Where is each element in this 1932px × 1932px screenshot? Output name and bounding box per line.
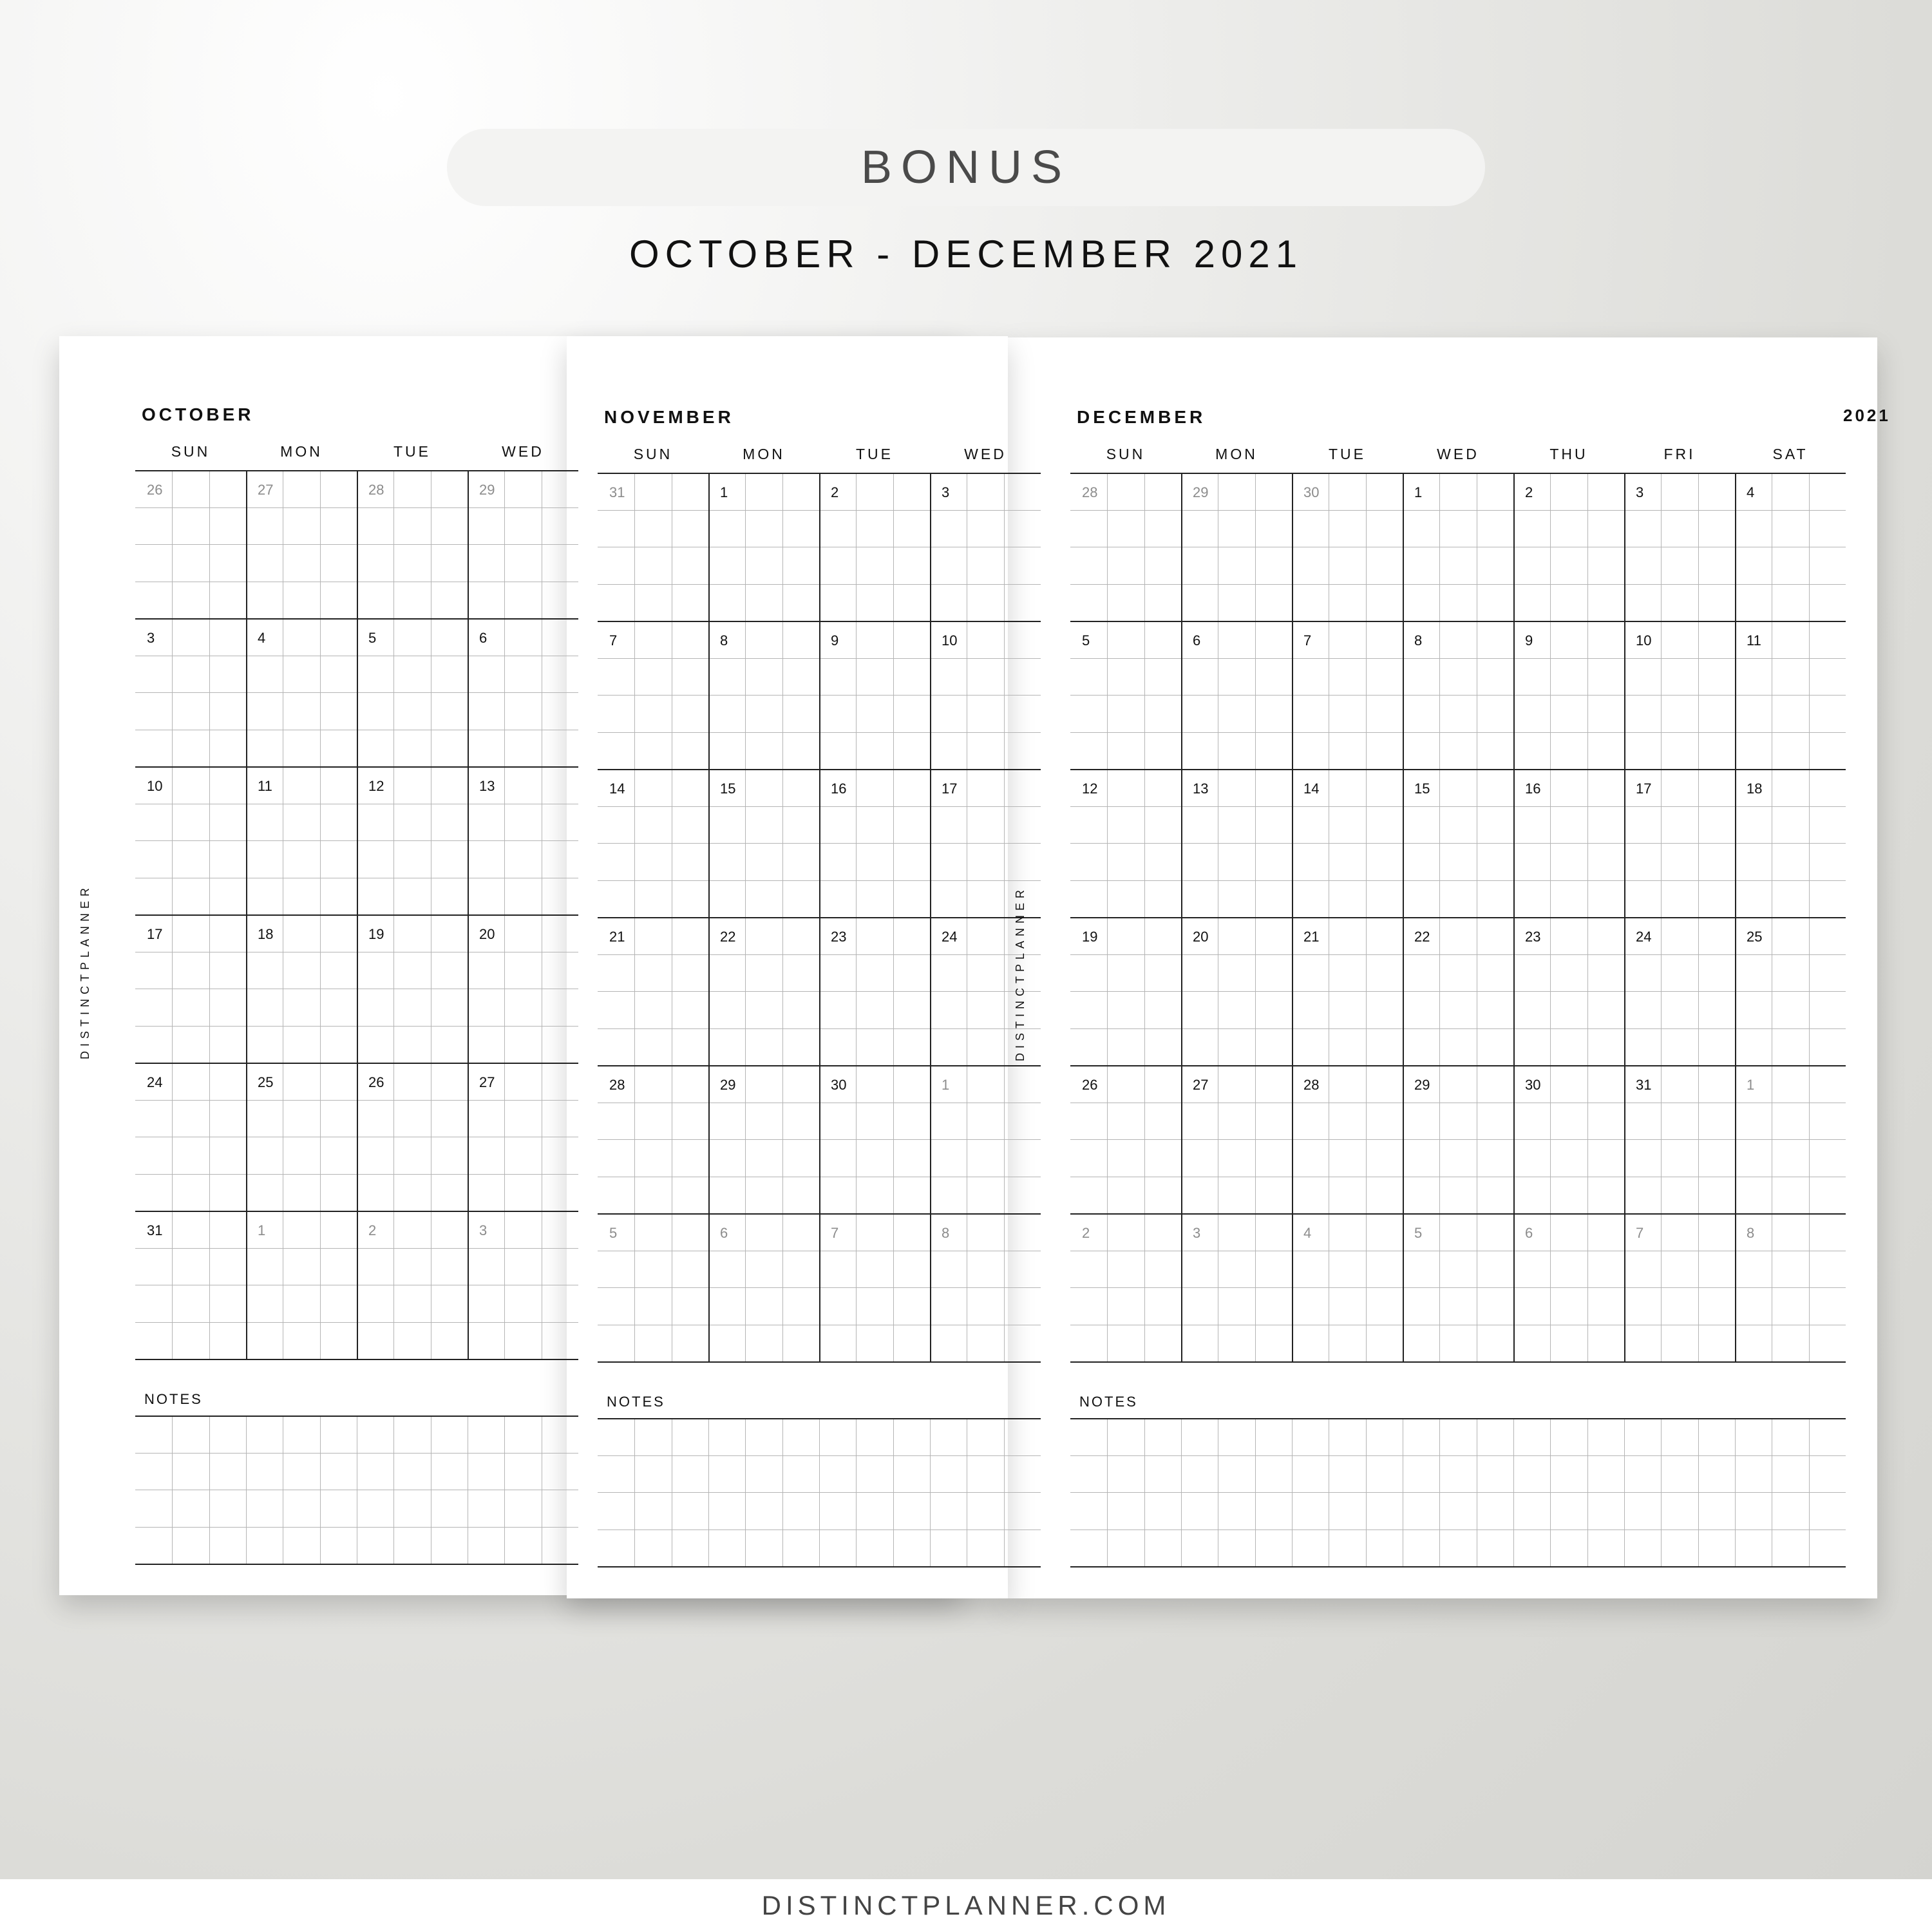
grid-line [598,769,1041,770]
notes-grid [1070,1418,1847,1567]
grid-line [1070,1139,1846,1140]
grid-line [1070,769,1846,770]
day-number: 28 [368,482,384,498]
day-number: 17 [942,781,958,797]
date-range-title: OCTOBER - DECEMBER 2021 [629,232,1303,276]
month-title: NOVEMBER [604,407,734,427]
day-number: 4 [1747,484,1755,500]
day-number: 10 [147,778,163,794]
grid-line [1070,1065,1846,1066]
weekday-header [598,446,1007,468]
grid-line [135,1416,578,1417]
bonus-label: BONUS [860,142,1072,193]
day-number: 22 [720,929,736,945]
day-number: 6 [1525,1225,1533,1241]
day-number: 6 [1193,632,1201,649]
day-number: 2 [1525,484,1533,500]
grid-line [1070,880,1846,881]
day-number: 6 [479,630,488,646]
grid-line [135,914,578,916]
day-number: 8 [720,632,728,649]
day-number: 31 [609,484,625,500]
day-number: 30 [831,1077,847,1093]
weekday-label: TUE [393,443,431,460]
day-number: 27 [479,1074,495,1090]
notes-grid [135,1416,567,1565]
grid-line [1070,695,1846,696]
grid-line [598,1065,1041,1066]
day-number: 3 [1636,484,1644,500]
grid-line [1070,1213,1846,1215]
notes-grid [598,1418,995,1567]
grid-line [1070,1028,1846,1029]
day-number: 11 [258,778,272,794]
day-number: 3 [942,484,950,500]
grid-line [1070,658,1846,659]
grid-line [1070,1455,1846,1456]
day-number: 26 [1082,1077,1098,1093]
grid-line [1070,843,1846,844]
grid-line [1070,954,1846,955]
day-number: 29 [479,482,495,498]
day-number: 24 [942,929,958,945]
grid-line [1070,510,1846,511]
day-number: 7 [831,1225,839,1241]
day-number: 2 [368,1222,377,1238]
day-number: 1 [720,484,728,500]
day-number: 20 [1193,929,1209,945]
day-number: 5 [1414,1225,1423,1241]
day-number: 1 [942,1077,950,1093]
day-number: 4 [258,630,266,646]
day-number: 10 [1636,632,1652,649]
day-number: 5 [609,1225,618,1241]
grid-line [598,473,1041,474]
day-number: 19 [368,926,384,942]
day-number: 26 [147,482,163,498]
day-number: 21 [1303,929,1320,945]
day-number: 1 [1747,1077,1755,1093]
day-number: 2 [1082,1225,1090,1241]
year-label: 2021 [1843,406,1891,425]
grid-line [598,917,1041,918]
day-number: 5 [368,630,377,646]
weekday-label: MON [743,446,785,462]
grid-line [598,1361,1041,1363]
day-number: 3 [479,1222,488,1238]
day-number: 31 [147,1222,163,1238]
month-title: OCTOBER [142,404,254,424]
day-number: 7 [1303,632,1312,649]
grid-line [135,1359,578,1360]
day-number: 12 [368,778,384,794]
notes-label: NOTES [1079,1394,1138,1410]
day-number: 24 [1636,929,1652,945]
weekday-label: SAT [1772,446,1808,462]
day-number: 23 [1525,929,1541,945]
weekday-label: WED [502,443,544,460]
day-number: 16 [831,781,847,797]
day-number: 30 [1525,1077,1541,1093]
day-number: 7 [609,632,618,649]
grid-line [1070,1492,1846,1493]
grid-line [1070,732,1846,733]
weekday-label: TUE [856,446,893,462]
grid-line [135,766,578,768]
bonus-badge [447,129,1485,206]
day-number: 27 [1193,1077,1209,1093]
footer [0,1879,1932,1932]
calendar-grid [135,470,567,1360]
day-number: 3 [147,630,155,646]
notes-label: NOTES [144,1391,203,1407]
day-number: 8 [942,1225,950,1241]
day-number: 25 [258,1074,274,1090]
grid-line [135,470,578,471]
day-number: 12 [1082,781,1098,797]
brand-vertical: DISTINCTPLANNER [79,883,91,1059]
weekday-label: SUN [1106,446,1146,462]
weekday-label: MON [280,443,323,460]
grid-line [135,618,578,620]
day-number: 18 [258,926,274,942]
day-number: 30 [1303,484,1320,500]
day-number: 3 [1193,1225,1201,1241]
day-number: 9 [1525,632,1533,649]
day-number: 8 [1414,632,1423,649]
calendar-grid [1070,473,1847,1363]
weekday-label: WED [1437,446,1479,462]
grid-line [1070,584,1846,585]
weekday-header [135,443,567,465]
month-title: DECEMBER [1077,407,1206,427]
calendar-grid [598,473,995,1363]
grid-line [135,1527,578,1528]
day-number: 28 [1082,484,1098,500]
grid-line [1070,806,1846,807]
weekday-label: SUN [633,446,673,462]
grid-line [598,1213,1041,1215]
day-number: 21 [609,929,625,945]
day-number: 19 [1082,929,1098,945]
day-number: 1 [1414,484,1423,500]
grid-line [135,1564,578,1565]
brand-vertical: DISTINCTPLANNER [1014,885,1027,1061]
grid-line [598,621,1041,622]
grid-line [1070,1287,1846,1288]
day-number: 29 [720,1077,736,1093]
grid-line [598,1492,1041,1493]
day-number: 13 [1193,781,1209,797]
day-number: 11 [1747,632,1761,649]
weekday-label: THU [1549,446,1588,462]
weekday-label: SUN [171,443,211,460]
weekday-label: MON [1215,446,1258,462]
day-number: 18 [1747,781,1763,797]
day-number: 27 [258,482,274,498]
grid-line [598,1455,1041,1456]
grid-line [1070,1566,1846,1567]
day-number: 23 [831,929,847,945]
day-number: 10 [942,632,958,649]
notes-label: NOTES [607,1394,665,1410]
day-number: 29 [1414,1077,1430,1093]
weekday-label: TUE [1329,446,1366,462]
footer-site: DISTINCTPLANNER.COM [761,1890,1171,1920]
day-number: 15 [720,781,736,797]
day-number: 16 [1525,781,1541,797]
grid-line [598,1566,1041,1567]
day-number: 5 [1082,632,1090,649]
day-number: 24 [147,1074,163,1090]
day-number: 29 [1193,484,1209,500]
grid-line [1070,473,1846,474]
weekday-label: WED [964,446,1007,462]
grid-line [135,1211,578,1212]
day-number: 22 [1414,929,1430,945]
day-number: 17 [1636,781,1652,797]
grid-line [135,1453,578,1454]
day-number: 25 [1747,929,1763,945]
day-number: 6 [720,1225,728,1241]
day-number: 15 [1414,781,1430,797]
grid-line [1070,1361,1846,1363]
grid-line [598,1418,1041,1419]
day-number: 2 [831,484,839,500]
grid-line [1070,621,1846,622]
day-number: 20 [479,926,495,942]
grid-line [1070,1418,1846,1419]
grid-line [1070,991,1846,992]
day-number: 14 [609,781,625,797]
day-number: 1 [258,1222,266,1238]
day-number: 28 [609,1077,625,1093]
day-number: 7 [1636,1225,1644,1241]
grid-line [135,1063,578,1064]
day-number: 26 [368,1074,384,1090]
day-number: 4 [1303,1225,1312,1241]
weekday-label: FRI [1663,446,1696,462]
day-number: 28 [1303,1077,1320,1093]
weekday-header [1070,446,1847,468]
day-number: 17 [147,926,163,942]
grid-line [1070,917,1846,918]
day-number: 9 [831,632,839,649]
day-number: 13 [479,778,495,794]
day-number: 14 [1303,781,1320,797]
day-number: 8 [1747,1225,1755,1241]
day-number: 31 [1636,1077,1652,1093]
